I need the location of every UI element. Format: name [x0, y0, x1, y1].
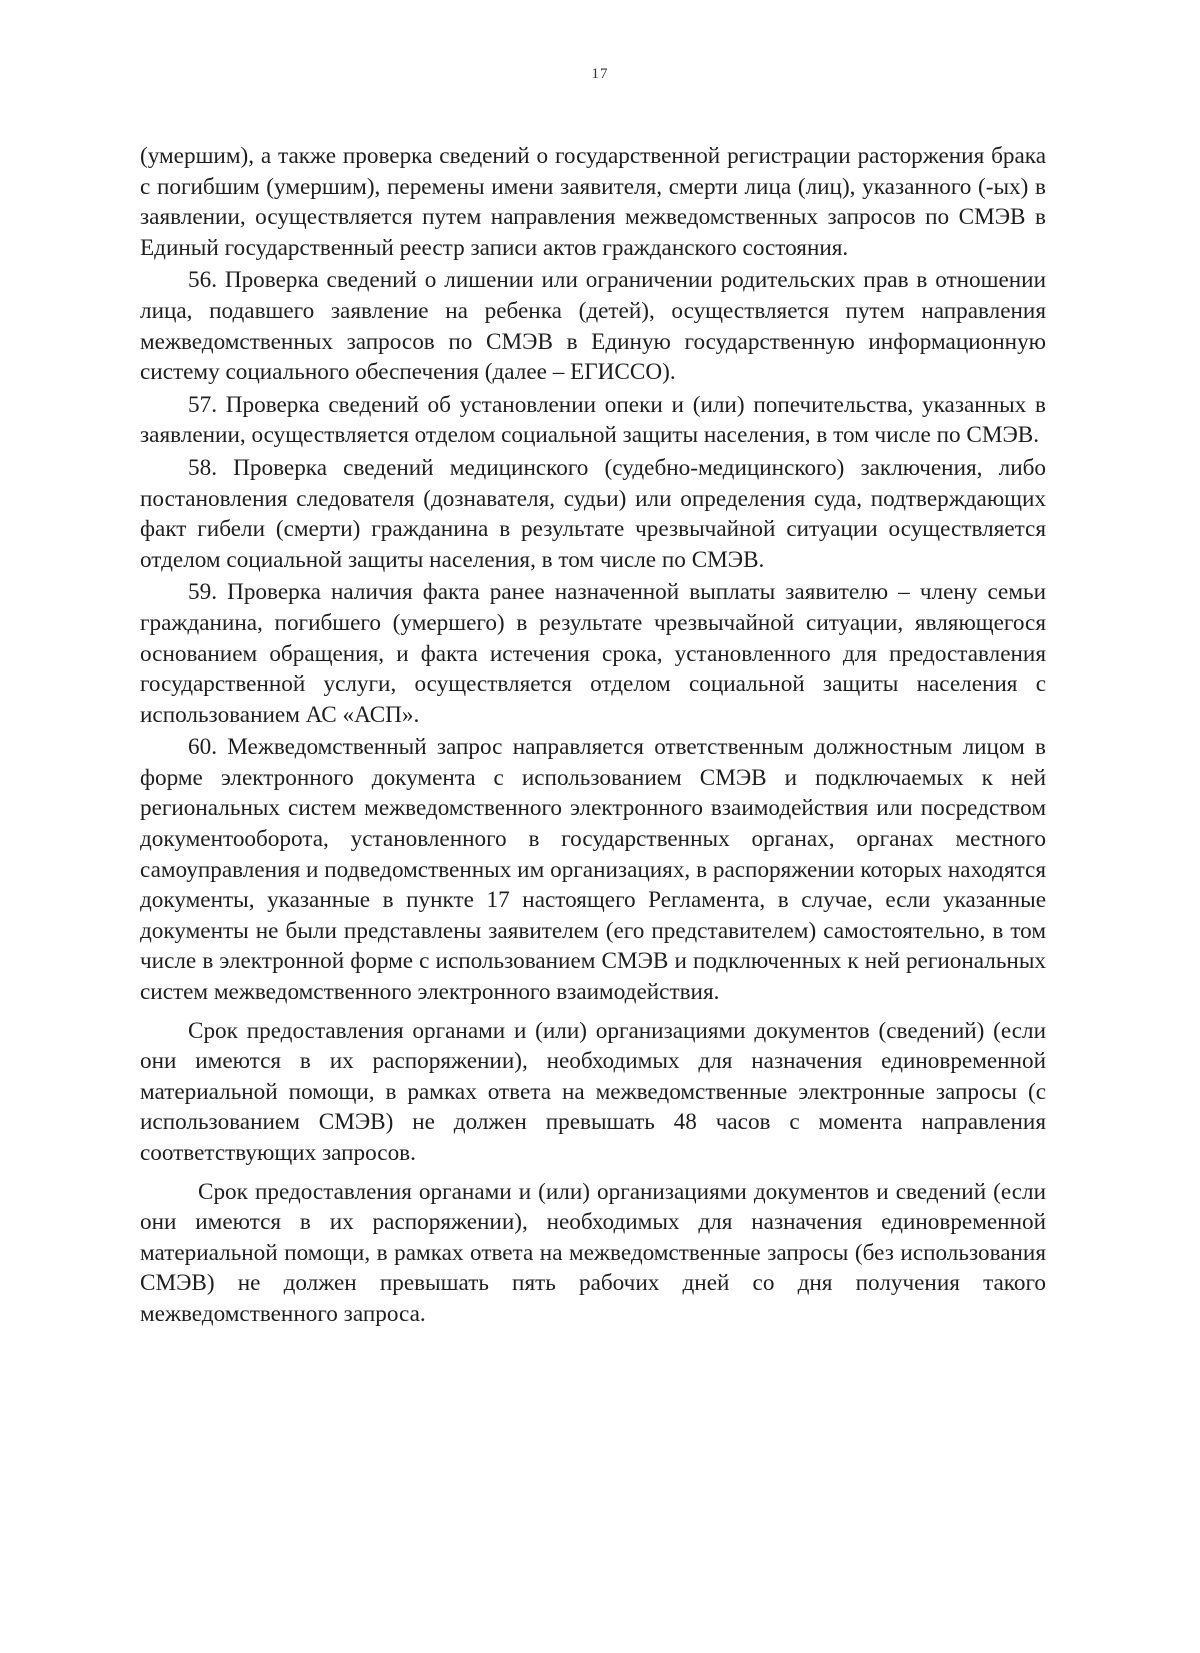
document-body	[140, 141, 1046, 1332]
paragraph-term-smev: Срок предоставления органами и (или) организациями документов (сведений) (если они имеются в их распоряжении), необходимых для назначения единовременной материальной помощи, в рамках ответа на межведомственные электронные запросы (с использованием СМЭВ) не должен превышать 48 часов с момента направления соответствующих запросов.	[140, 1017, 1046, 1166]
page-number: 17	[591, 66, 609, 82]
paragraph-term-no-smev: Срок предоставления органами и (или) организациями документов и сведений (если они имеются в их распоряжении), необходимых для назначения единовременной материальной помощи, в рамках ответа на межведомственные запросы (без использования СМЭВ) не должен превышать пять рабочих дней со дня получения такого межведомственного запроса.	[140, 1178, 1046, 1327]
paragraph-58: 58. Проверка сведений медицинского (судебно-медицинского) заключения, либо постановления следователя (дознавателя, судьи) или определения суда, подтверждающих факт гибели (смерти) гражданина в результате чрезвычайной ситуации осуществляется отделом социальной защиты населения, в том числе по СМЭВ.	[140, 454, 1046, 573]
paragraph-continuation: (умершим), а также проверка сведений о государственной регистрации расторжения брака с погибшим (умершим), перемены имени заявителя, смерти лица (лиц), указанного (-ых) в заявлении, осуществляется путем направления межведомственных запросов по СМЭВ в Единый государственный реестр записи актов гражданского состояния.	[140, 143, 1046, 261]
paragraph-60: 60. Межведомственный запрос направляется ответственным должностным лицом в форме электронного документа с использованием СМЭВ и подключаемых к ней региональных систем межведомственного электронного взаимодействия или посредством документооборота, установленного в государственных органах, органах местного самоуправления и подведомственных им организациях, в распоряжении которых находятся документы, указанные в пункте 17 настоящего Регламента, в случае, если указанные документы не были представлены заявителем (его представителем) самостоятельно, в том числе в электронной форме с использованием СМЭВ и подключенных к ней региональных систем межведомственного электронного взаимодействия.	[140, 734, 1046, 1006]
paragraph-59: 59. Проверка наличия факта ранее назначенной выплаты заявителю – члену семьи гражданина, погибшего (умершего) в результате чрезвычайной ситуации, являющегося основанием обращения, и факта истечения срока, установленного для предоставления государственной услуги, осуществляется отделом социальной защиты населения с использованием АС «АСП».	[140, 579, 1046, 728]
paragraph-56: 56. Проверка сведений о лишении или ограничении родительских прав в отношении лица, подавшего заявление на ребенка (детей), осуществляется путем направления межведомственных запросов по СМЭВ в Единую государственную информационную систему социального обеспечения (далее – ЕГИССО).	[140, 267, 1046, 386]
paragraph-57: 57. Проверка сведений об установлении опеки и (или) попечительства, указанных в заявлении, осуществляется отделом социальной защиты населения, в том числе по СМЭВ.	[140, 391, 1046, 449]
